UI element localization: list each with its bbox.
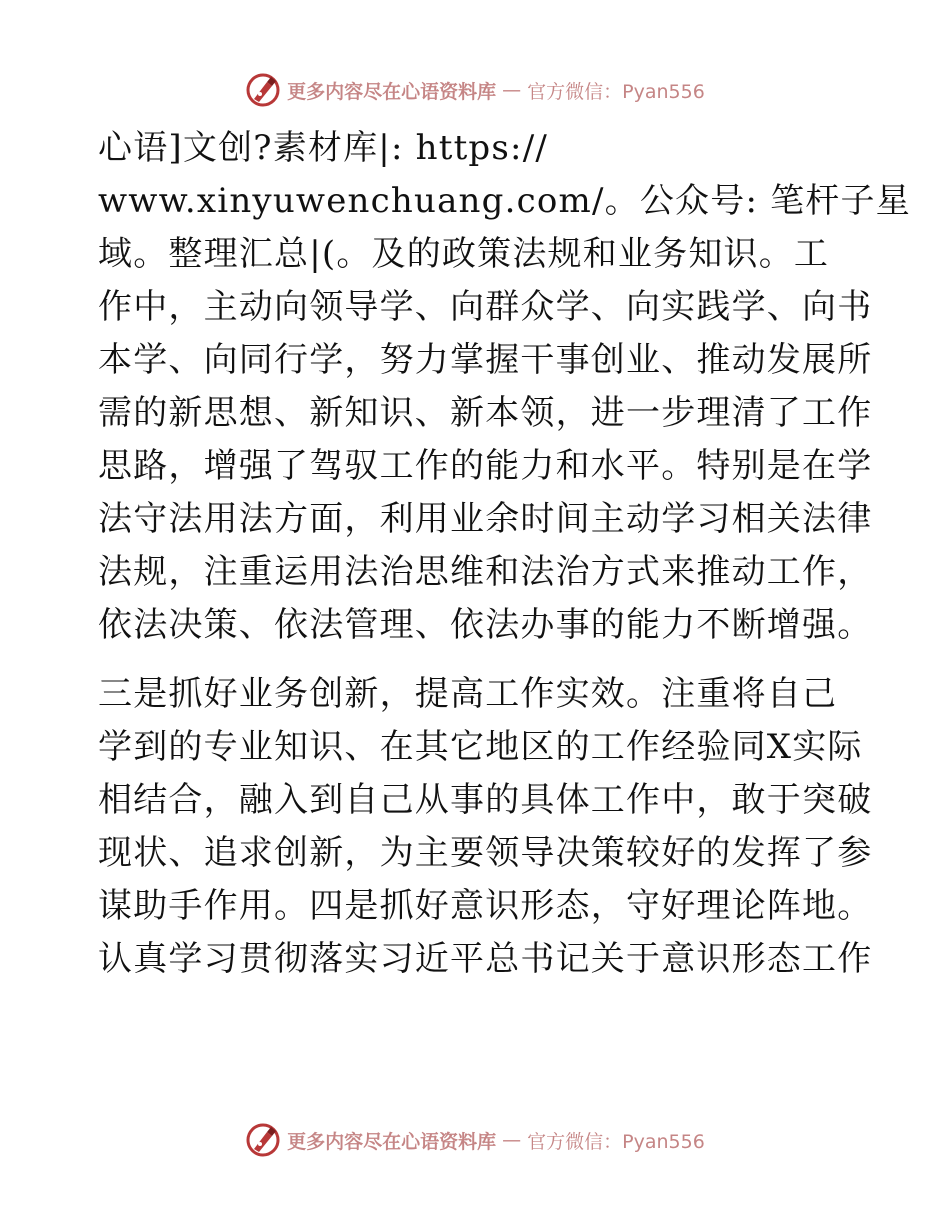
header-banner bbox=[0, 70, 950, 110]
text-line: 法守法用法方面，利用业余时间主动学习相关法律 bbox=[98, 499, 873, 539]
footer-banner bbox=[0, 1120, 950, 1160]
banner-separator: — bbox=[502, 1129, 522, 1151]
text-line: 依法决策、依法管理、依法办事的能力不断增强。 bbox=[98, 605, 873, 645]
banner-separator: — bbox=[502, 79, 522, 101]
text-line: 作中，主动向领导学、向群众学、向实践学、向书 bbox=[98, 287, 873, 327]
text-line: 三是抓好业务创新，提高工作实效。注重将自己 bbox=[98, 674, 838, 714]
text-line: 需的新思想、新知识、新本领，进一步理清了工作 bbox=[98, 393, 873, 433]
paragraph-spacer bbox=[98, 652, 868, 668]
text-line: 心语]文创?素材库|: https:// bbox=[98, 128, 549, 168]
paragraph-2 bbox=[98, 668, 873, 986]
text-line: 学到的专业知识、在其它地区的工作经验同X实际 bbox=[98, 727, 863, 767]
text-line: 域。整理汇总|(。及的政策法规和业务知识。工 bbox=[98, 234, 830, 274]
pen-logo-icon bbox=[245, 1122, 281, 1158]
text-line: www.xinyuwenchuang.com/。公众号: 笔杆子星 bbox=[98, 181, 911, 221]
banner-title: 更多内容尽在心语资料库 bbox=[287, 1130, 497, 1153]
banner-wechat: 官方微信：Pyan556 bbox=[527, 80, 705, 103]
document-body bbox=[98, 122, 911, 986]
pen-logo-icon bbox=[245, 72, 281, 108]
text-line: 思路，增强了驾驭工作的能力和水平。特别是在学 bbox=[98, 446, 873, 486]
text-line: 相结合，融入到自己从事的具体工作中，敢于突破 bbox=[98, 780, 873, 820]
paragraph-1 bbox=[98, 122, 911, 652]
text-line: 本学、向同行学，努力掌握干事创业、推动发展所 bbox=[98, 340, 873, 380]
text-line: 谋助手作用。四是抓好意识形态，守好理论阵地。 bbox=[98, 886, 873, 926]
text-line: 现状、追求创新，为主要领导决策较好的发挥了参 bbox=[98, 833, 873, 873]
text-line: 认真学习贯彻落实习近平总书记关于意识形态工作 bbox=[98, 939, 873, 979]
banner-title: 更多内容尽在心语资料库 bbox=[287, 80, 497, 103]
banner-wechat: 官方微信：Pyan556 bbox=[527, 1130, 705, 1153]
text-line: 法规，注重运用法治思维和法治方式来推动工作， bbox=[98, 552, 873, 592]
